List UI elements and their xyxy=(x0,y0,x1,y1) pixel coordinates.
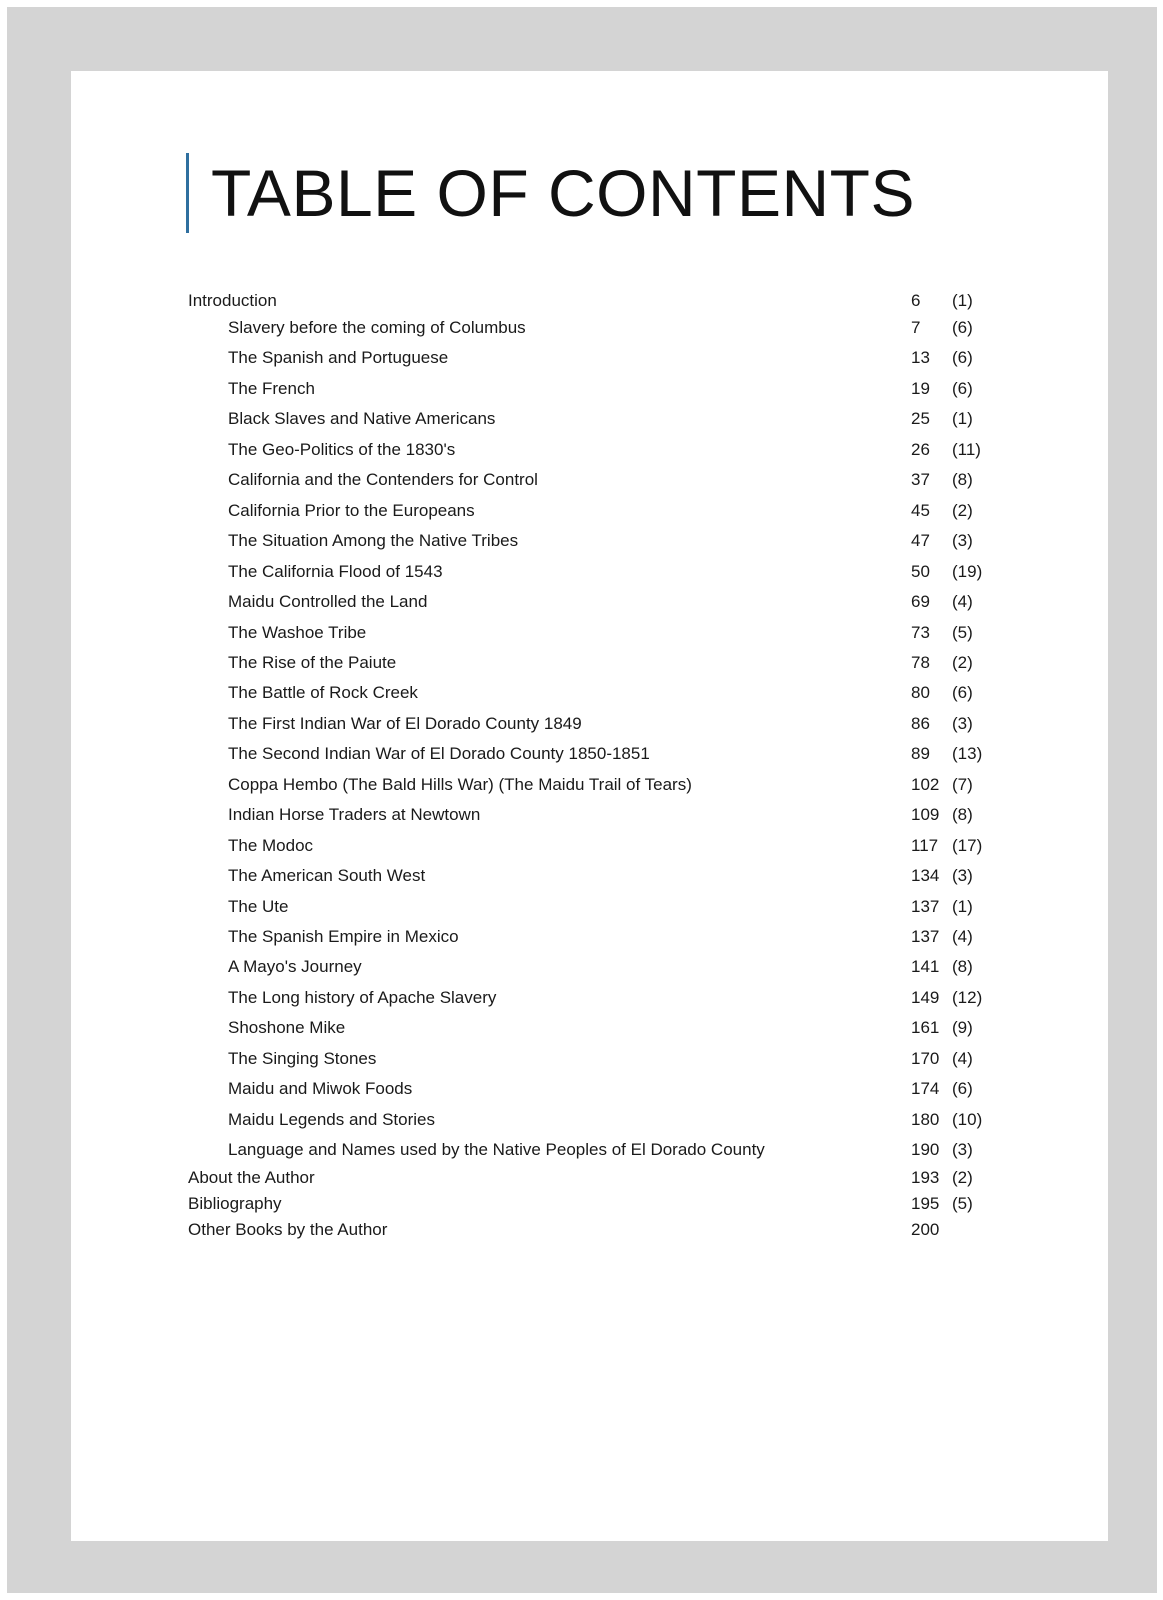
toc-entry xyxy=(71,712,1108,736)
toc-entry-label: Other Books by the Author xyxy=(188,1219,388,1239)
document-frame xyxy=(7,7,1157,1593)
toc-entry-page-count: (19) xyxy=(952,561,983,581)
document-page xyxy=(71,71,1108,1541)
toc-entry-page-count: (9) xyxy=(952,1018,973,1038)
toc-entry-page-count: (4) xyxy=(952,592,973,611)
toc-entry-label: The Singing Stones xyxy=(228,1048,377,1068)
toc-entry-label: The Ute xyxy=(228,896,289,916)
toc-entry xyxy=(71,529,1108,553)
toc-entry-page-count: (6) xyxy=(952,683,973,703)
toc-entry xyxy=(71,499,1108,523)
toc-entry xyxy=(71,1047,1108,1071)
toc-entry xyxy=(71,407,1108,431)
toc-entry-page: 86 xyxy=(911,713,930,733)
toc-entry-page-count: (3) xyxy=(952,531,973,551)
toc-entry-label: Maidu Controlled the Land xyxy=(228,592,428,611)
toc-entry-page-count: (13) xyxy=(952,744,983,764)
toc-entry-page: 25 xyxy=(911,409,930,429)
toc-entry-page: 117 xyxy=(911,835,939,855)
toc-entry-page: 6 xyxy=(911,291,921,310)
toc-entry-page-count: (3) xyxy=(952,866,973,886)
toc-entry-page-count: (8) xyxy=(952,957,973,977)
toc-entry xyxy=(71,438,1108,462)
toc-entry xyxy=(71,1218,1108,1242)
toc-entry-label: The Battle of Rock Creek xyxy=(228,683,418,703)
toc-entry-label: Indian Horse Traders at Newtown xyxy=(228,805,481,825)
toc-entry-page-count: (5) xyxy=(952,1194,973,1213)
toc-entry xyxy=(71,864,1108,888)
toc-entry xyxy=(71,468,1108,492)
toc-entry xyxy=(71,925,1108,949)
toc-entry xyxy=(71,1166,1108,1190)
toc-entry-page-count: (2) xyxy=(952,500,973,520)
toc-entry xyxy=(71,377,1108,401)
toc-entry xyxy=(71,560,1108,584)
toc-entry-page: 161 xyxy=(911,1018,940,1038)
toc-entry-page: 134 xyxy=(911,866,940,886)
toc-entry-label: California Prior to the Europeans xyxy=(228,500,475,520)
toc-entry-label: Introduction xyxy=(188,291,277,310)
toc-entry xyxy=(71,986,1108,1010)
toc-entry-page-count: (2) xyxy=(952,653,973,672)
table-of-contents xyxy=(71,71,1108,1541)
page-title: TABLE OF CONTENTS xyxy=(211,156,916,230)
toc-entry-page-count: (4) xyxy=(952,927,973,946)
toc-entry-page-count: (6) xyxy=(952,348,973,368)
toc-entry xyxy=(71,955,1108,979)
toc-entry xyxy=(71,1108,1108,1132)
toc-entry-page: 7 xyxy=(911,318,921,337)
toc-entry-page-count: (4) xyxy=(952,1048,973,1068)
toc-entry-page: 69 xyxy=(911,592,930,611)
toc-entry-page: 102 xyxy=(911,774,940,794)
toc-entry-label: The Spanish and Portuguese xyxy=(228,348,449,368)
toc-entry-page: 45 xyxy=(911,500,930,520)
toc-entry xyxy=(71,1138,1108,1162)
toc-entry-page: 149 xyxy=(911,987,940,1007)
toc-entry-page-count: (12) xyxy=(952,987,983,1007)
toc-entry-page: 50 xyxy=(911,561,930,581)
toc-entry-page-count: (11) xyxy=(952,439,981,459)
toc-entry xyxy=(71,681,1108,705)
toc-entry-page: 141 xyxy=(911,957,940,977)
toc-entry-page: 19 xyxy=(911,378,930,398)
toc-entry-label: The Rise of the Paiute xyxy=(228,653,397,672)
toc-entry-page-count: (8) xyxy=(952,805,973,825)
toc-entry xyxy=(71,1192,1108,1216)
toc-entry-page-count: (6) xyxy=(952,1079,973,1099)
toc-entry-label: Shoshone Mike xyxy=(228,1018,346,1038)
toc-entry-page: 109 xyxy=(911,805,940,825)
toc-entry-page-count: (7) xyxy=(952,774,973,794)
toc-entry-page: 47 xyxy=(911,531,930,551)
toc-entry xyxy=(71,773,1108,797)
toc-entry-label: Maidu Legends and Stories xyxy=(228,1109,435,1129)
toc-entry-page-count: (5) xyxy=(952,622,973,642)
toc-entry-page: 180 xyxy=(911,1109,940,1129)
toc-entry-page-count: (17) xyxy=(952,835,983,855)
toc-entry xyxy=(71,590,1108,614)
toc-entry-label: The Long history of Apache Slavery xyxy=(228,987,497,1007)
toc-entry-page: 174 xyxy=(911,1079,940,1099)
toc-entry-label: The Spanish Empire in Mexico xyxy=(228,927,459,946)
toc-entry xyxy=(71,742,1108,766)
toc-entry-page: 195 xyxy=(911,1194,940,1213)
toc-entry-page: 137 xyxy=(911,927,940,946)
toc-entry-label: The First Indian War of El Dorado County 1849 xyxy=(228,713,582,733)
toc-entry-page: 13 xyxy=(911,348,930,368)
toc-entry-page: 137 xyxy=(911,896,940,916)
toc-entry-label: The Modoc xyxy=(228,835,314,855)
toc-entry-label: The California Flood of 1543 xyxy=(228,561,443,581)
toc-entry-page-count: (2) xyxy=(952,1168,973,1188)
toc-entry-page: 80 xyxy=(911,683,930,703)
toc-entry-page-count: (10) xyxy=(952,1109,983,1129)
toc-entry-label: A Mayo's Journey xyxy=(228,957,362,977)
toc-entry-page-count: (1) xyxy=(952,896,973,916)
toc-entry-page-count: (3) xyxy=(952,1140,973,1160)
toc-entry-page-count: (3) xyxy=(952,713,973,733)
toc-entry-label: About the Author xyxy=(188,1168,315,1188)
toc-entry-page-count: (1) xyxy=(952,409,973,429)
toc-entry-label: Slavery before the coming of Columbus xyxy=(228,318,526,337)
toc-entry-page: 73 xyxy=(911,622,930,642)
toc-entry-label: Maidu and Miwok Foods xyxy=(228,1079,413,1099)
toc-entry xyxy=(71,621,1108,645)
toc-entry xyxy=(71,895,1108,919)
toc-entry xyxy=(71,1016,1108,1040)
toc-entry xyxy=(71,834,1108,858)
toc-entry-page-count: (6) xyxy=(952,378,973,398)
toc-entry-label: The American South West xyxy=(228,866,426,886)
toc-entry-page: 170 xyxy=(911,1048,940,1068)
toc-entry-label: Black Slaves and Native Americans xyxy=(228,409,496,429)
toc-entry-page: 78 xyxy=(911,653,930,672)
toc-entry-page: 26 xyxy=(911,439,930,459)
toc-entry-page: 193 xyxy=(911,1168,940,1188)
toc-entry-label: The Washoe Tribe xyxy=(228,622,367,642)
toc-entry-label: The Second Indian War of El Dorado County 1850-1851 xyxy=(228,744,650,764)
toc-entry xyxy=(71,1077,1108,1101)
toc-entry-page: 200 xyxy=(911,1219,940,1239)
toc-entry xyxy=(71,316,1108,340)
toc-entry xyxy=(71,289,1108,313)
toc-entry-page-count: (8) xyxy=(952,470,973,490)
toc-entry-label: Language and Names used by the Native Peoples of El Dorado County xyxy=(228,1140,765,1160)
toc-entry-label: The Situation Among the Native Tribes xyxy=(228,531,519,551)
toc-entry-label: California and the Contenders for Control xyxy=(228,470,538,490)
toc-entry xyxy=(71,346,1108,370)
toc-entry-label: The French xyxy=(228,378,315,398)
toc-entry-page: 37 xyxy=(911,470,930,490)
toc-entry-label: Coppa Hembo (The Bald Hills War) (The Maidu Trail of Tears) xyxy=(228,774,692,794)
toc-entry-page: 89 xyxy=(911,744,930,764)
toc-entry xyxy=(71,651,1108,675)
toc-entry-label: The Geo-Politics of the 1830's xyxy=(228,439,456,459)
toc-entry-label: Bibliography xyxy=(188,1194,282,1213)
toc-entry-page-count: (6) xyxy=(952,318,973,337)
toc-entry-page-count: (1) xyxy=(952,291,973,310)
toc-entry xyxy=(71,803,1108,827)
toc-entry-page: 190 xyxy=(911,1140,940,1160)
